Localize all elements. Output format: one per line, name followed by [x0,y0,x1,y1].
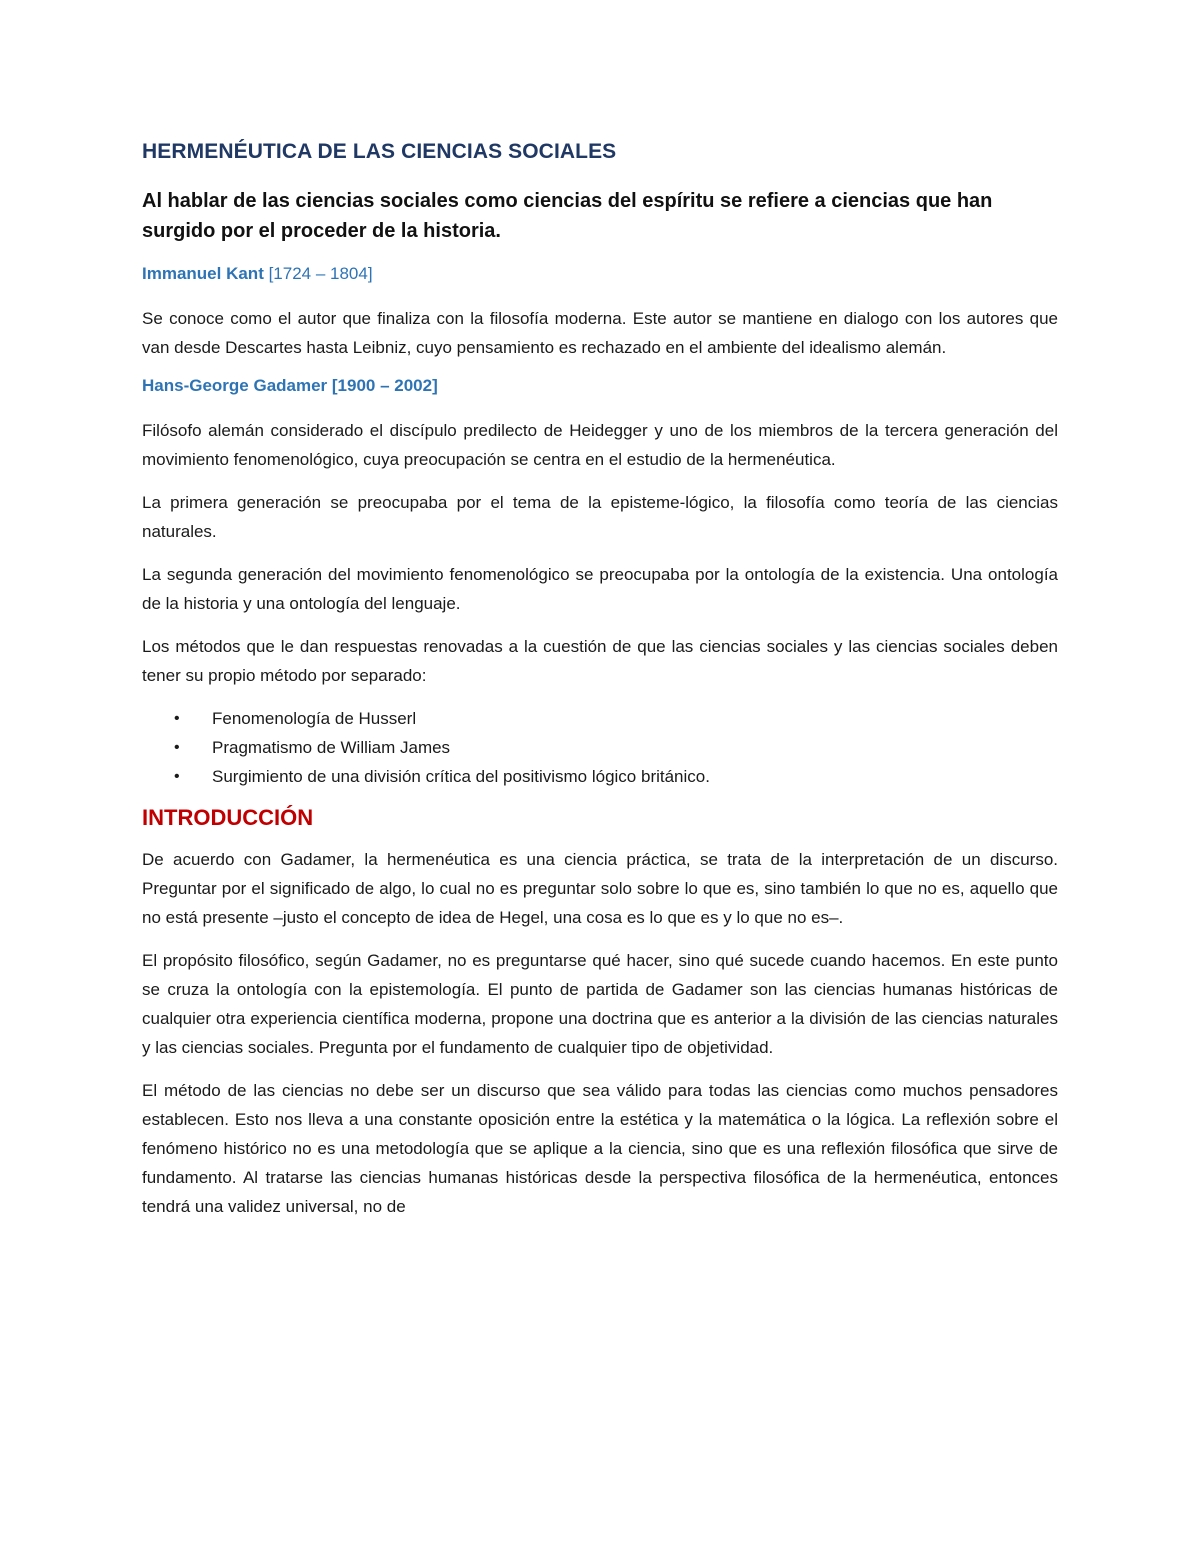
list-item-text: Surgimiento de una división crítica del positivismo lógico británico. [212,767,710,786]
bullet-icon: • [174,768,180,785]
list-item-text: Pragmatismo de William James [212,738,451,757]
list-item-text: Fenomenología de Husserl [212,709,417,728]
introduction-paragraph-1: De acuerdo con Gadamer, la hermenéutica es una ciencia práctica, se trata de la interpretación de un discurso. Preguntar por el significado de algo, lo cual no es preguntar solo sobre lo que es, sino también lo que no es, aquello que no está presente –justo el concepto de idea de Hegel, una cosa es lo que es y lo que no es–. [142,850,1058,927]
gadamer-paragraph-3: La segunda generación del movimiento fenomenológico se preocupaba por la ontología de la existencia. Una ontología de la historia y una ontología del lenguaje. [142,565,1058,613]
lead-paragraph: Al hablar de las ciencias sociales como ciencias del espíritu se refiere a ciencias que han surgido por el proceder de la historia. [142,190,993,242]
kant-heading [142,264,1058,284]
introduction-paragraph-2: El propósito filosófico, según Gadamer, no es preguntarse qué hacer, sino qué sucede cuando hacemos. En este punto se cruza la ontología con la epistemología. El punto de partida de Gadamer son las ciencias humanas históricas de cualquier otra experiencia científica moderna, propone una doctrina que es anterior a la división de las ciencias naturales y las ciencias sociales. Pregunta por el fundamento de cualquier tipo de objetividad. [142,951,1058,1057]
list-item [142,704,1058,733]
kant-name: Immanuel Kant [142,264,264,283]
introduction-paragraph-3: El método de las ciencias no debe ser un discurso que sea válido para todas las ciencias como muchos pensadores establecen. Esto nos lleva a una constante oposición entre la estética y la matemática o la lógica. La reflexión sobre el fenómeno histórico no es una metodología que se aplique a la ciencia, sino que es una reflexión filosófica que sirve de fundamento. Al tratarse las ciencias humanas históricas desde la perspectiva filosófica de la hermenéutica, entonces tendrá una validez universal, no de [142,1081,1058,1216]
document-title: HERMENÉUTICA DE LAS CIENCIAS SOCIALES [142,140,617,163]
bullet-icon: • [174,710,180,727]
gadamer-paragraph-1: Filósofo alemán considerado el discípulo predilecto de Heidegger y uno de los miembros de la tercera generación del movimiento fenomenológico, cuya preocupación se centra en el estudio de la hermenéutica. [142,421,1058,469]
gadamer-paragraph-2: La primera generación se preocupaba por el tema de la episteme-lógico, la filosofía como teoría de las ciencias naturales. [142,493,1058,541]
gadamer-paragraph-4: Los métodos que le dan respuestas renovadas a la cuestión de que las ciencias sociales y las ciencias sociales deben tener su propio método por separado: [142,637,1058,685]
kant-dates: [1724 – 1804] [263,264,373,283]
methods-list [142,704,1058,791]
gadamer-heading: Hans-George Gadamer [1900 – 2002] [142,376,438,395]
introduction-heading: INTRODUCCIÓN [142,805,314,830]
list-item [142,733,1058,762]
list-item [142,762,1058,791]
document-page [142,140,1058,1235]
bullet-icon: • [174,739,180,756]
kant-paragraph: Se conoce como el autor que finaliza con la filosofía moderna. Este autor se mantiene en dialogo con los autores que van desde Descartes hasta Leibniz, cuyo pensamiento es rechazado en el ambiente del idealismo alemán. [142,309,1058,357]
